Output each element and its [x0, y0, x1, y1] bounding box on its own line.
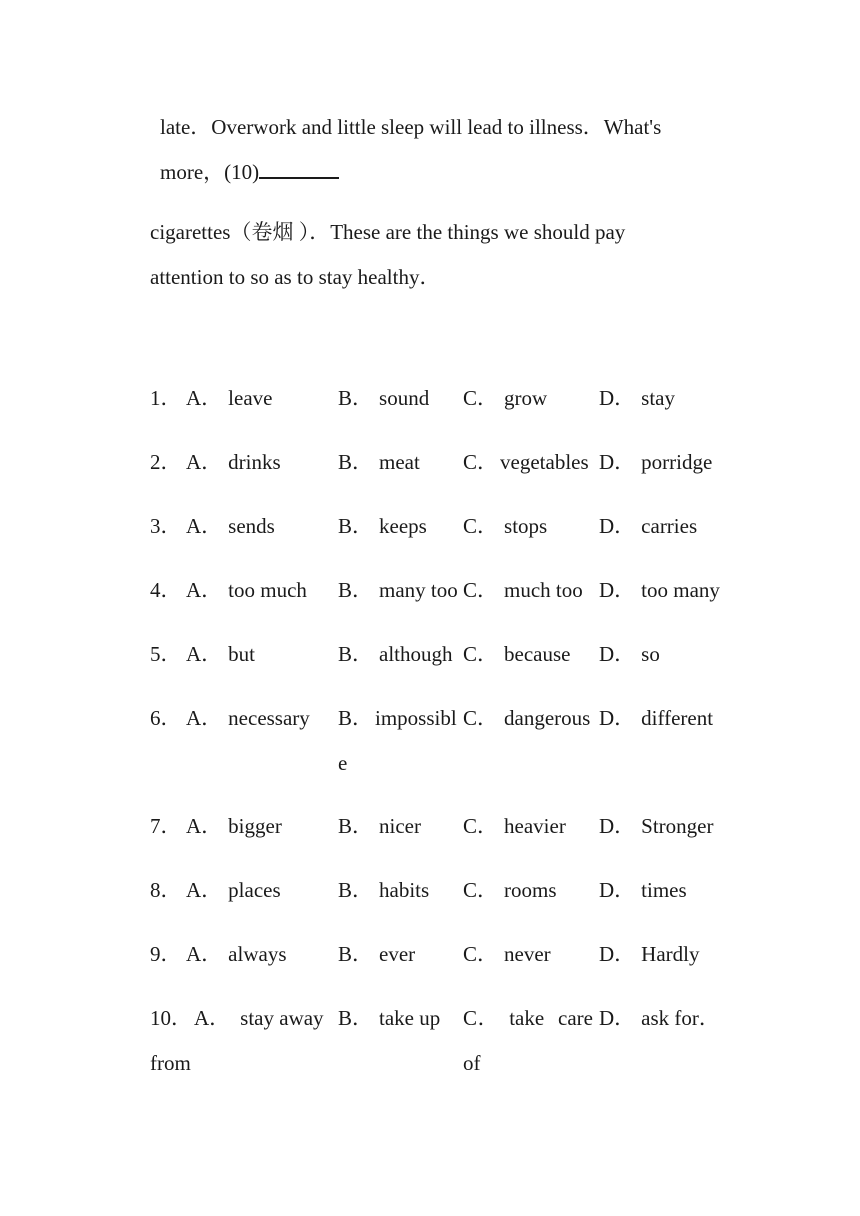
- question-number: 9．: [150, 942, 182, 966]
- option-b: [338, 440, 462, 485]
- option-text: sends: [228, 514, 275, 538]
- option-label: D．: [599, 814, 636, 838]
- option-label: B．: [338, 642, 374, 666]
- question-number: 6．: [150, 706, 182, 730]
- option-d: [599, 932, 749, 977]
- option-c: [463, 504, 599, 549]
- option-label: B．: [338, 514, 374, 538]
- option-d: [599, 568, 749, 613]
- option-text: sound: [379, 386, 430, 410]
- option-label: D．: [599, 386, 636, 410]
- option-label: B．: [338, 386, 374, 410]
- option-c: [463, 996, 593, 1086]
- option-a: [186, 932, 336, 977]
- passage-paragraph-1: [150, 105, 732, 195]
- option-text: rooms: [504, 878, 557, 902]
- option-a: [186, 504, 336, 549]
- option-label: B．: [338, 942, 374, 966]
- option-label: B．: [338, 814, 374, 838]
- option-text: so: [641, 642, 660, 666]
- option-label: A．: [186, 386, 223, 410]
- option-text: porridge: [641, 450, 713, 474]
- option-text: vegetables: [500, 450, 589, 474]
- option-text: ever: [379, 942, 416, 966]
- option-d: [599, 376, 749, 421]
- option-c: [463, 804, 599, 849]
- option-label: A．: [186, 878, 223, 902]
- option-b: [338, 696, 462, 786]
- option-text: too many: [641, 578, 720, 602]
- option-label: C．: [463, 514, 499, 538]
- option-c: [463, 696, 599, 741]
- option-text: take up: [379, 1006, 441, 1030]
- option-text: carries: [641, 514, 698, 538]
- option-text: heavier: [504, 814, 566, 838]
- option-label: A．: [186, 450, 223, 474]
- option-text: stops: [504, 514, 548, 538]
- option-label: A．: [186, 578, 223, 602]
- option-b: [338, 376, 462, 421]
- option-text: although: [379, 642, 453, 666]
- option-text: many too: [379, 578, 458, 602]
- option-c: [463, 632, 599, 677]
- option-label: B．: [338, 706, 374, 730]
- option-label: D．: [599, 642, 636, 666]
- option-text: meat: [379, 450, 420, 474]
- question-number: 10．: [150, 1006, 192, 1030]
- option-a: [186, 568, 336, 613]
- option-label: C．: [463, 386, 499, 410]
- option-text: stay away from: [150, 1006, 324, 1075]
- passage-line-3: cigarettes（卷烟 ）．These are the things we should pay: [150, 220, 626, 244]
- option-c: [463, 932, 599, 977]
- option-text: stay: [641, 386, 675, 410]
- option-label: C．: [463, 642, 499, 666]
- option-d: [599, 804, 749, 849]
- question-number: 4．: [150, 578, 182, 602]
- option-text: times: [641, 878, 687, 902]
- option-label: C．: [463, 578, 499, 602]
- option-text: nicer: [379, 814, 421, 838]
- option-label: B．: [338, 878, 374, 902]
- option-c: [463, 440, 599, 485]
- option-label: A．: [186, 642, 223, 666]
- option-b: [338, 868, 462, 913]
- option-text: different: [641, 706, 714, 730]
- option-a: [150, 996, 336, 1086]
- question-number: 5．: [150, 642, 182, 666]
- option-c: [463, 868, 599, 913]
- option-text: take care of: [463, 1006, 593, 1075]
- question-6: [150, 696, 750, 786]
- option-text: necessary: [228, 706, 310, 730]
- option-label: B．: [338, 578, 374, 602]
- option-b: [338, 932, 462, 977]
- question-number: 3．: [150, 514, 182, 538]
- option-a: [186, 696, 336, 741]
- option-b: [338, 996, 462, 1041]
- option-d: [599, 632, 749, 677]
- option-b: [338, 804, 462, 849]
- question-number: 7．: [150, 814, 182, 838]
- option-text: dangerous: [504, 706, 591, 730]
- option-label: C．: [463, 1006, 500, 1030]
- option-d: [599, 996, 749, 1041]
- option-a: [186, 376, 336, 421]
- option-label: C．: [463, 878, 499, 902]
- option-label: A．: [186, 514, 223, 538]
- option-a: [186, 868, 336, 913]
- option-text: keeps: [379, 514, 427, 538]
- option-text: too much: [228, 578, 307, 602]
- passage-line-2: [160, 150, 732, 195]
- option-b: [338, 568, 462, 613]
- option-d: [599, 696, 749, 741]
- option-label: C．: [463, 706, 499, 730]
- option-label: D．: [599, 942, 636, 966]
- option-text: because: [504, 642, 571, 666]
- option-text: Stronger: [641, 814, 714, 838]
- option-d: [599, 868, 749, 913]
- option-text: but: [228, 642, 256, 666]
- option-label: A．: [186, 706, 223, 730]
- answer-blank-10: [259, 159, 339, 179]
- option-label: D．: [599, 450, 636, 474]
- option-a: [186, 632, 336, 677]
- option-text: Hardly: [641, 942, 700, 966]
- option-label: B．: [338, 1006, 374, 1030]
- option-label: D．: [599, 706, 636, 730]
- option-label: A．: [186, 814, 223, 838]
- question-10: [150, 996, 750, 1086]
- option-a: [186, 440, 336, 485]
- question-number: 1．: [150, 386, 182, 410]
- option-label: A．: [194, 1006, 231, 1030]
- option-label: D．: [599, 578, 636, 602]
- option-c: [463, 568, 599, 613]
- option-a: [186, 804, 336, 849]
- option-label: D．: [599, 878, 636, 902]
- question-number: 2．: [150, 450, 182, 474]
- option-text: bigger: [228, 814, 282, 838]
- passage-line-4: attention to so as to stay healthy．: [150, 265, 441, 289]
- option-text: places: [228, 878, 281, 902]
- option-b: [338, 632, 462, 677]
- option-text: drinks: [228, 450, 281, 474]
- option-d: [599, 504, 749, 549]
- question-number: 8．: [150, 878, 182, 902]
- option-label: B．: [338, 450, 374, 474]
- option-text: never: [504, 942, 551, 966]
- option-text: much too: [504, 578, 583, 602]
- option-text: habits: [379, 878, 430, 902]
- option-label: D．: [599, 514, 636, 538]
- option-text: grow: [504, 386, 548, 410]
- passage-line-2-text: more，(10): [160, 160, 260, 184]
- option-label: D．: [599, 1006, 636, 1030]
- option-label: A．: [186, 942, 223, 966]
- option-label: C．: [463, 942, 499, 966]
- option-d: [599, 440, 749, 485]
- option-text: ask for．: [641, 1006, 720, 1030]
- option-label: C．: [463, 814, 499, 838]
- passage-paragraph-2: [150, 210, 732, 300]
- option-text: leave: [228, 386, 273, 410]
- option-text: impossible: [338, 706, 457, 775]
- option-label: C．: [463, 450, 499, 474]
- option-c: [463, 376, 599, 421]
- option-b: [338, 504, 462, 549]
- passage-line-1: late．Overwork and little sleep will lead to illness．What's: [160, 115, 662, 139]
- option-text: always: [228, 942, 287, 966]
